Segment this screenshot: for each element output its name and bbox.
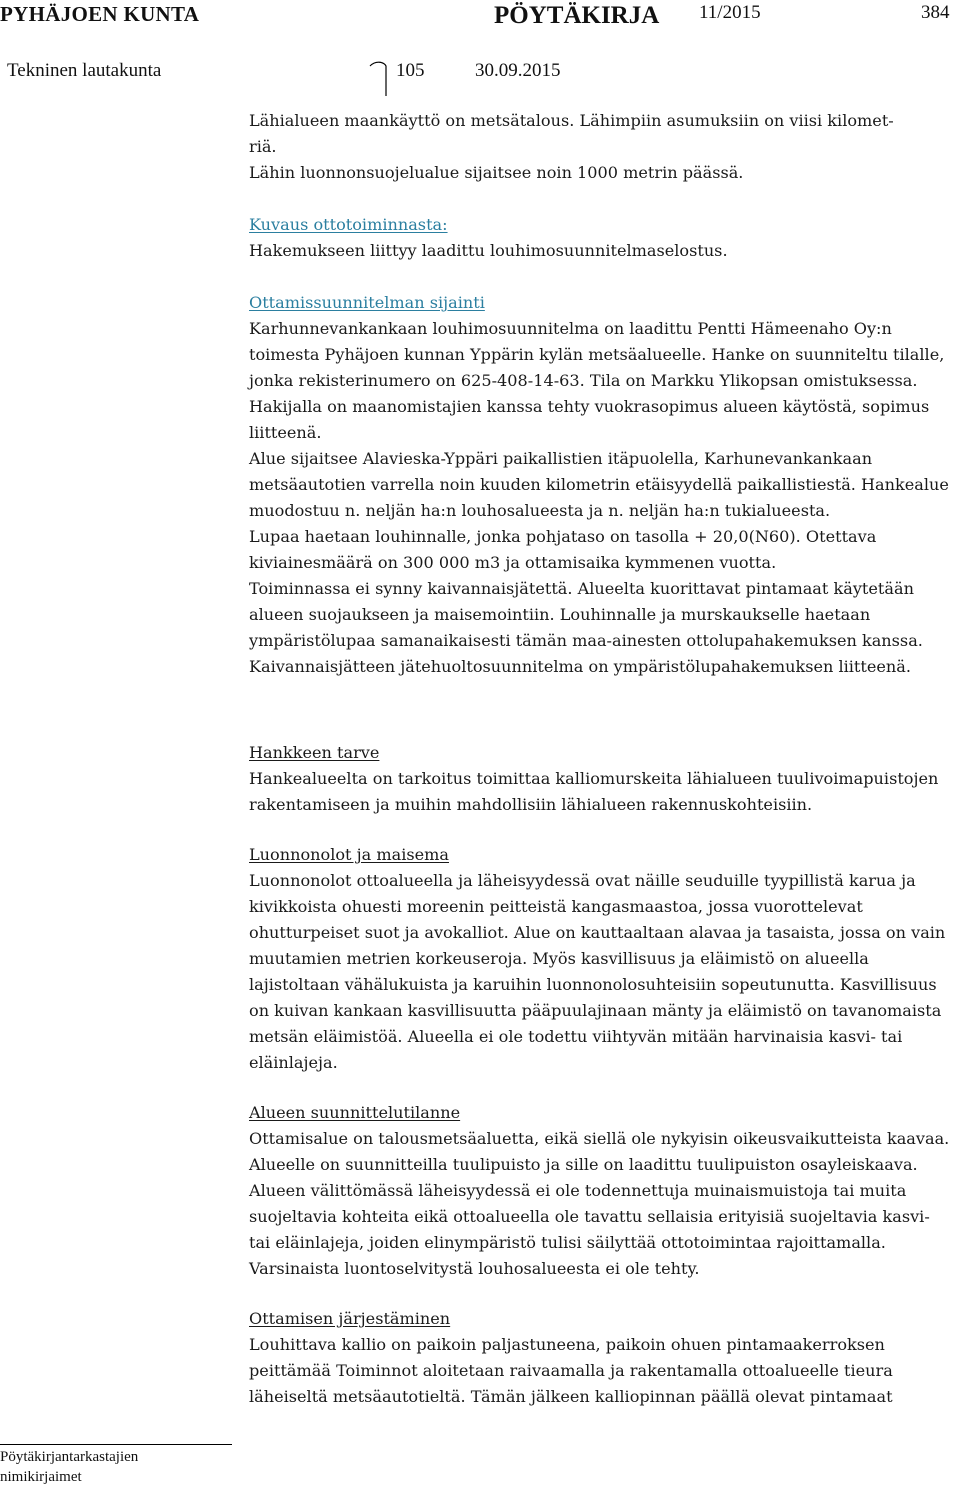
paragraph: Louhittava kallio on paikoin paljastuneena, paikoin ohuen pintamaakerroksen peittämää Toiminnot aloitetaan raivaamalla ja rakentamalla ottoalueelle tieura läheiseltä metsäautotieltä. Tämän jälkeen kalliopinnan päällä olevat pintamaat	[249, 1335, 893, 1406]
section-heading-sijainti: Ottamissuunnitelman sijainti	[249, 293, 485, 312]
footer-divider	[0, 1444, 232, 1445]
footer-label-line2: nimikirjaimet	[0, 1469, 82, 1485]
paragraph: Hakemukseen liittyy laadittu louhimosuunnitelmaselostus.	[249, 241, 728, 260]
section-heading-suunnittelutilanne: Alueen suunnittelutilanne	[249, 1103, 461, 1122]
paragraph: Luonnonolot ottoalueella ja läheisyydessä ovat näille seuduille tyypillistä karua ja kivikkoista ohuesti moreenin peitteistä kangasmaastoa, jossa vuorottelevat ohutturpeiset suot ja avokalliot. Alue on kauttaaltaan alavaa ja tasaista, jossa on vain muutamien metrien korkeuseroja. Myös kasvillisuus ja eläimistö on alueella lajistoltaan vähälukuista ja karuihin luonnonolosuhteisiin sopeutunutta. Kasvillisuus on kuivan kankaan kasvillisuutta pääpuulajinaan mänty ja eläimistö on tavanomaista metsän eläimistöä. Alueella ei ole todettu viihtyvän mitään harvinaisia kasvi- tai eläinlajeja.	[249, 871, 946, 1072]
paragraph: Alue sijaitsee Alavieska-Yppäri paikallistien itäpuolella, Karhunevankankaan metsäautotien varrella noin kuuden kilometrin etäisyydellä paikallistiestä. Hankealue muodostuu n. neljän ha:n louhosalueesta ja n. neljän ha:n tukialueesta.	[249, 449, 949, 520]
paragraph: Toiminnassa ei synny kaivannaisjätettä. Alueelta kuorittavat pintamaat käytetään alueen suojaukseen ja maisemointiin. Louhinnalle ja murskaukselle haetaan ympäristölupaa samanaikaisesti tämän maa-ainesten ottolupahakemuksen kanssa.	[249, 579, 923, 650]
document-type: PÖYTÄKIRJA	[494, 2, 660, 29]
document-number: 11/2015	[699, 2, 761, 23]
intro-line: riä.	[249, 137, 277, 156]
paragraph: Alueen välittömässä läheisyydessä ei ole todennettuja muinaismuistoja tai muita suojeltavia kohteita eikä ottoalueella ole tavattu sellaisia erityisiä suojeltavia kasvi- tai eläinlajeja, joiden elinympäristö tulisi säilyttää ottotoimintaa rajoittamalla.	[249, 1181, 930, 1252]
footer-label-line1: Pöytäkirjantarkastajien	[0, 1449, 139, 1465]
paragraph: Ottamisalue on talousmetsäaluetta, eikä siellä ole nykyisin oikeusvaikutteista kaavaa. Alueelle on suunnitteilla tuulipuisto ja sille on laadittu tuulipuiston osayleiskaava.	[249, 1129, 950, 1174]
board-name: Tekninen lautakunta	[7, 60, 162, 81]
section-heading-luonnonolot: Luonnonolot ja maisema	[249, 845, 449, 864]
page-number: 384	[921, 2, 950, 23]
section-heading-jarjestaminen: Ottamisen järjestäminen	[249, 1309, 451, 1328]
intro-line: Lähin luonnonsuojelualue sijaitsee noin 1000 metrin päässä.	[249, 163, 744, 182]
paragraph: Hankealueelta on tarkoitus toimittaa kalliomurskeita lähialueen tuulivoimapuistojen rakentamiseen ja muihin mahdollisiin lähialueen rakennuskohteisiin.	[249, 769, 939, 814]
municipality-name: PYHÄJOEN KUNTA	[0, 2, 200, 26]
section-heading-tarve: Hankkeen tarve	[249, 743, 380, 762]
meeting-date: 30.09.2015	[475, 60, 561, 81]
document-body	[249, 108, 955, 1410]
paragraph: Lupaa haetaan louhinnalle, jonka pohjataso on tasolla + 20,0(N60). Otettava kiviainesmäärä on 300 000 m3 ja ottamisaika kymmenen vuotta.	[249, 527, 877, 572]
intro-line: Lähialueen maankäyttö on metsätalous. Lähimpiin asumuksiin on viisi kilomet-	[249, 111, 894, 130]
section-heading-kuvaus: Kuvaus ottotoiminnasta:	[249, 215, 448, 234]
section-hook-mark	[368, 60, 390, 96]
footer	[0, 1447, 138, 1487]
paragraph: Kaivannaisjätteen jätehuoltosuunnitelma on ympäristölupahakemuksen liitteenä.	[249, 657, 911, 676]
paragraph: Karhunnevankankaan louhimosuunnitelma on laadittu Pentti Hämeenaho Oy:n toimesta Pyhäjoen kunnan Yppärin kylän metsäalueelle. Hanke on suunniteltu tilalle, jonka rekisterinumero on 625-408-14-63. Tila on Markku Ylikopsan omistuksessa. Hakijalla on maanomistajien kanssa tehty vuokrasopimus alueen käytöstä, sopimus liitteenä.	[249, 319, 945, 442]
paragraph: Varsinaista luontoselvitystä louhosalueesta ei ole tehty.	[249, 1259, 700, 1278]
section-number: 105	[396, 60, 425, 81]
